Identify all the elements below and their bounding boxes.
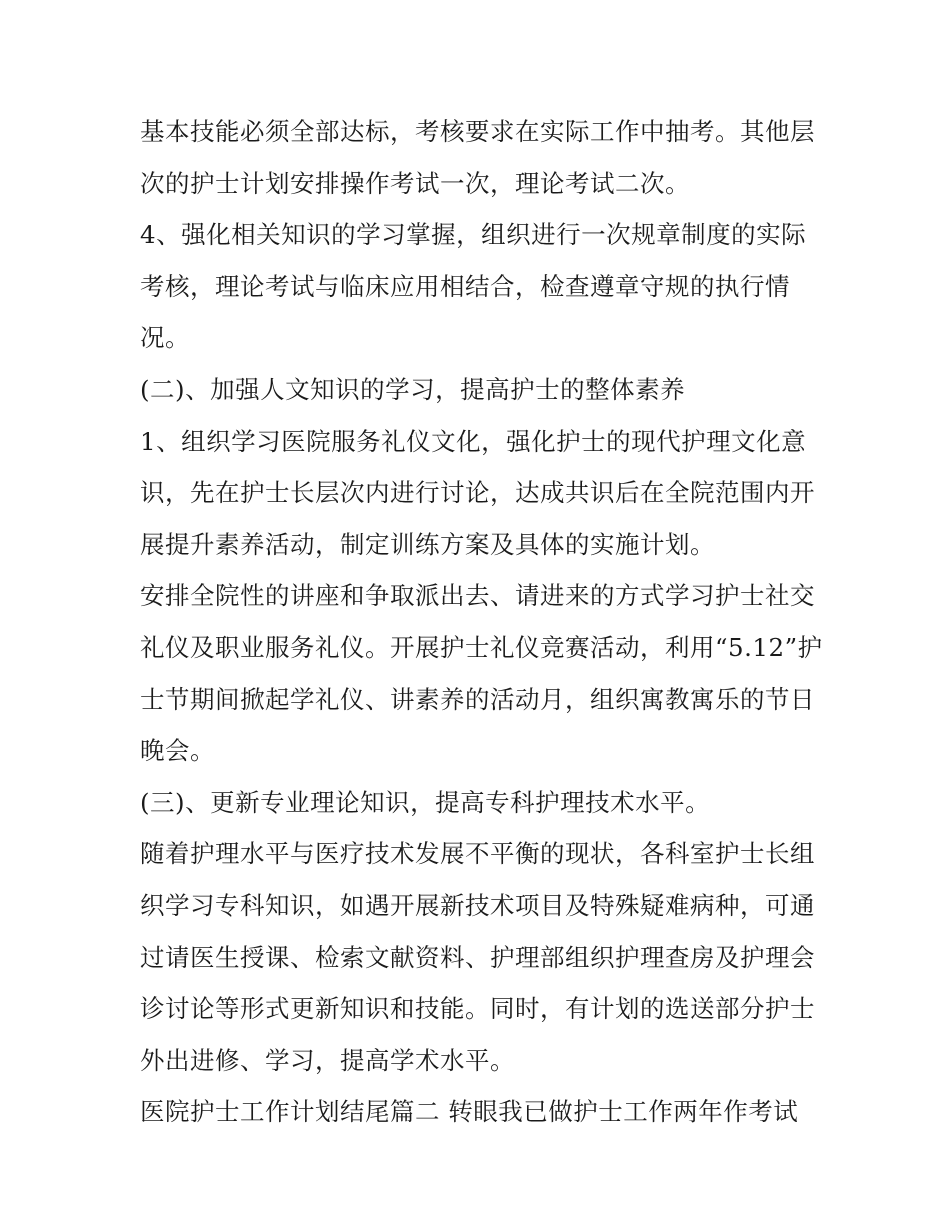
text-line: 诊讨论等形式更新知识和技能。同时，有计划的选送部分护士 xyxy=(140,994,815,1024)
text-line: 过请医生授课、检索文献资料、护理部组织护理查房及护理会 xyxy=(140,942,815,972)
text-line: 士节期间掀起学礼仪、讲素养的活动月，组织寓教寓乐的节日 xyxy=(140,684,815,714)
text-line: 随着护理水平与医疗技术发展不平衡的现状，各科室护士长组 xyxy=(140,839,815,869)
document-body xyxy=(140,106,823,1138)
text-line: 晚会。 xyxy=(140,736,215,766)
text-line: 织学习专科知识，如遇开展新技术项目及特殊疑难病种，可通 xyxy=(140,890,815,920)
text-line: 1、组织学习医院服务礼仪文化，强化护士的现代护理文化意 xyxy=(140,426,807,456)
text-line: 安排全院性的讲座和争取派出去、请进来的方式学习护士社交 xyxy=(140,581,815,611)
text-line: 展提升素养活动，制定训练方案及具体的实施计划。 xyxy=(140,529,715,559)
text-line: 识，先在护士长层次内进行讨论，达成共识后在全院范围内开 xyxy=(140,478,815,508)
text-line: 外出进修、学习，提高学术水平。 xyxy=(140,1045,515,1075)
text-line: 基本技能必须全部达标，考核要求在实际工作中抽考。其他层 xyxy=(140,117,815,146)
text-line: 礼仪及职业服务礼仪。开展护士礼仪竞赛活动，利用“5.12”护 xyxy=(140,632,823,662)
text-line: 次的护士计划安排操作考试一次，理论考试二次。 xyxy=(140,168,690,198)
text-line: 医院护士工作计划结尾篇二 转眼我已做护士工作两年作考试 xyxy=(140,1097,799,1127)
section-heading: (二)、加强人文知识的学习，提高护士的整体素养 xyxy=(140,374,686,404)
text-line: 况。 xyxy=(140,323,190,353)
text-line: 4、强化相关知识的学习掌握，组织进行一次规章制度的实际 xyxy=(140,220,807,250)
section-heading: (三)、更新专业理论知识，提高专科护理技术水平。 xyxy=(140,787,711,817)
text-line: 考核，理论考试与临床应用相结合，检查遵章守规的执行情 xyxy=(140,271,790,301)
